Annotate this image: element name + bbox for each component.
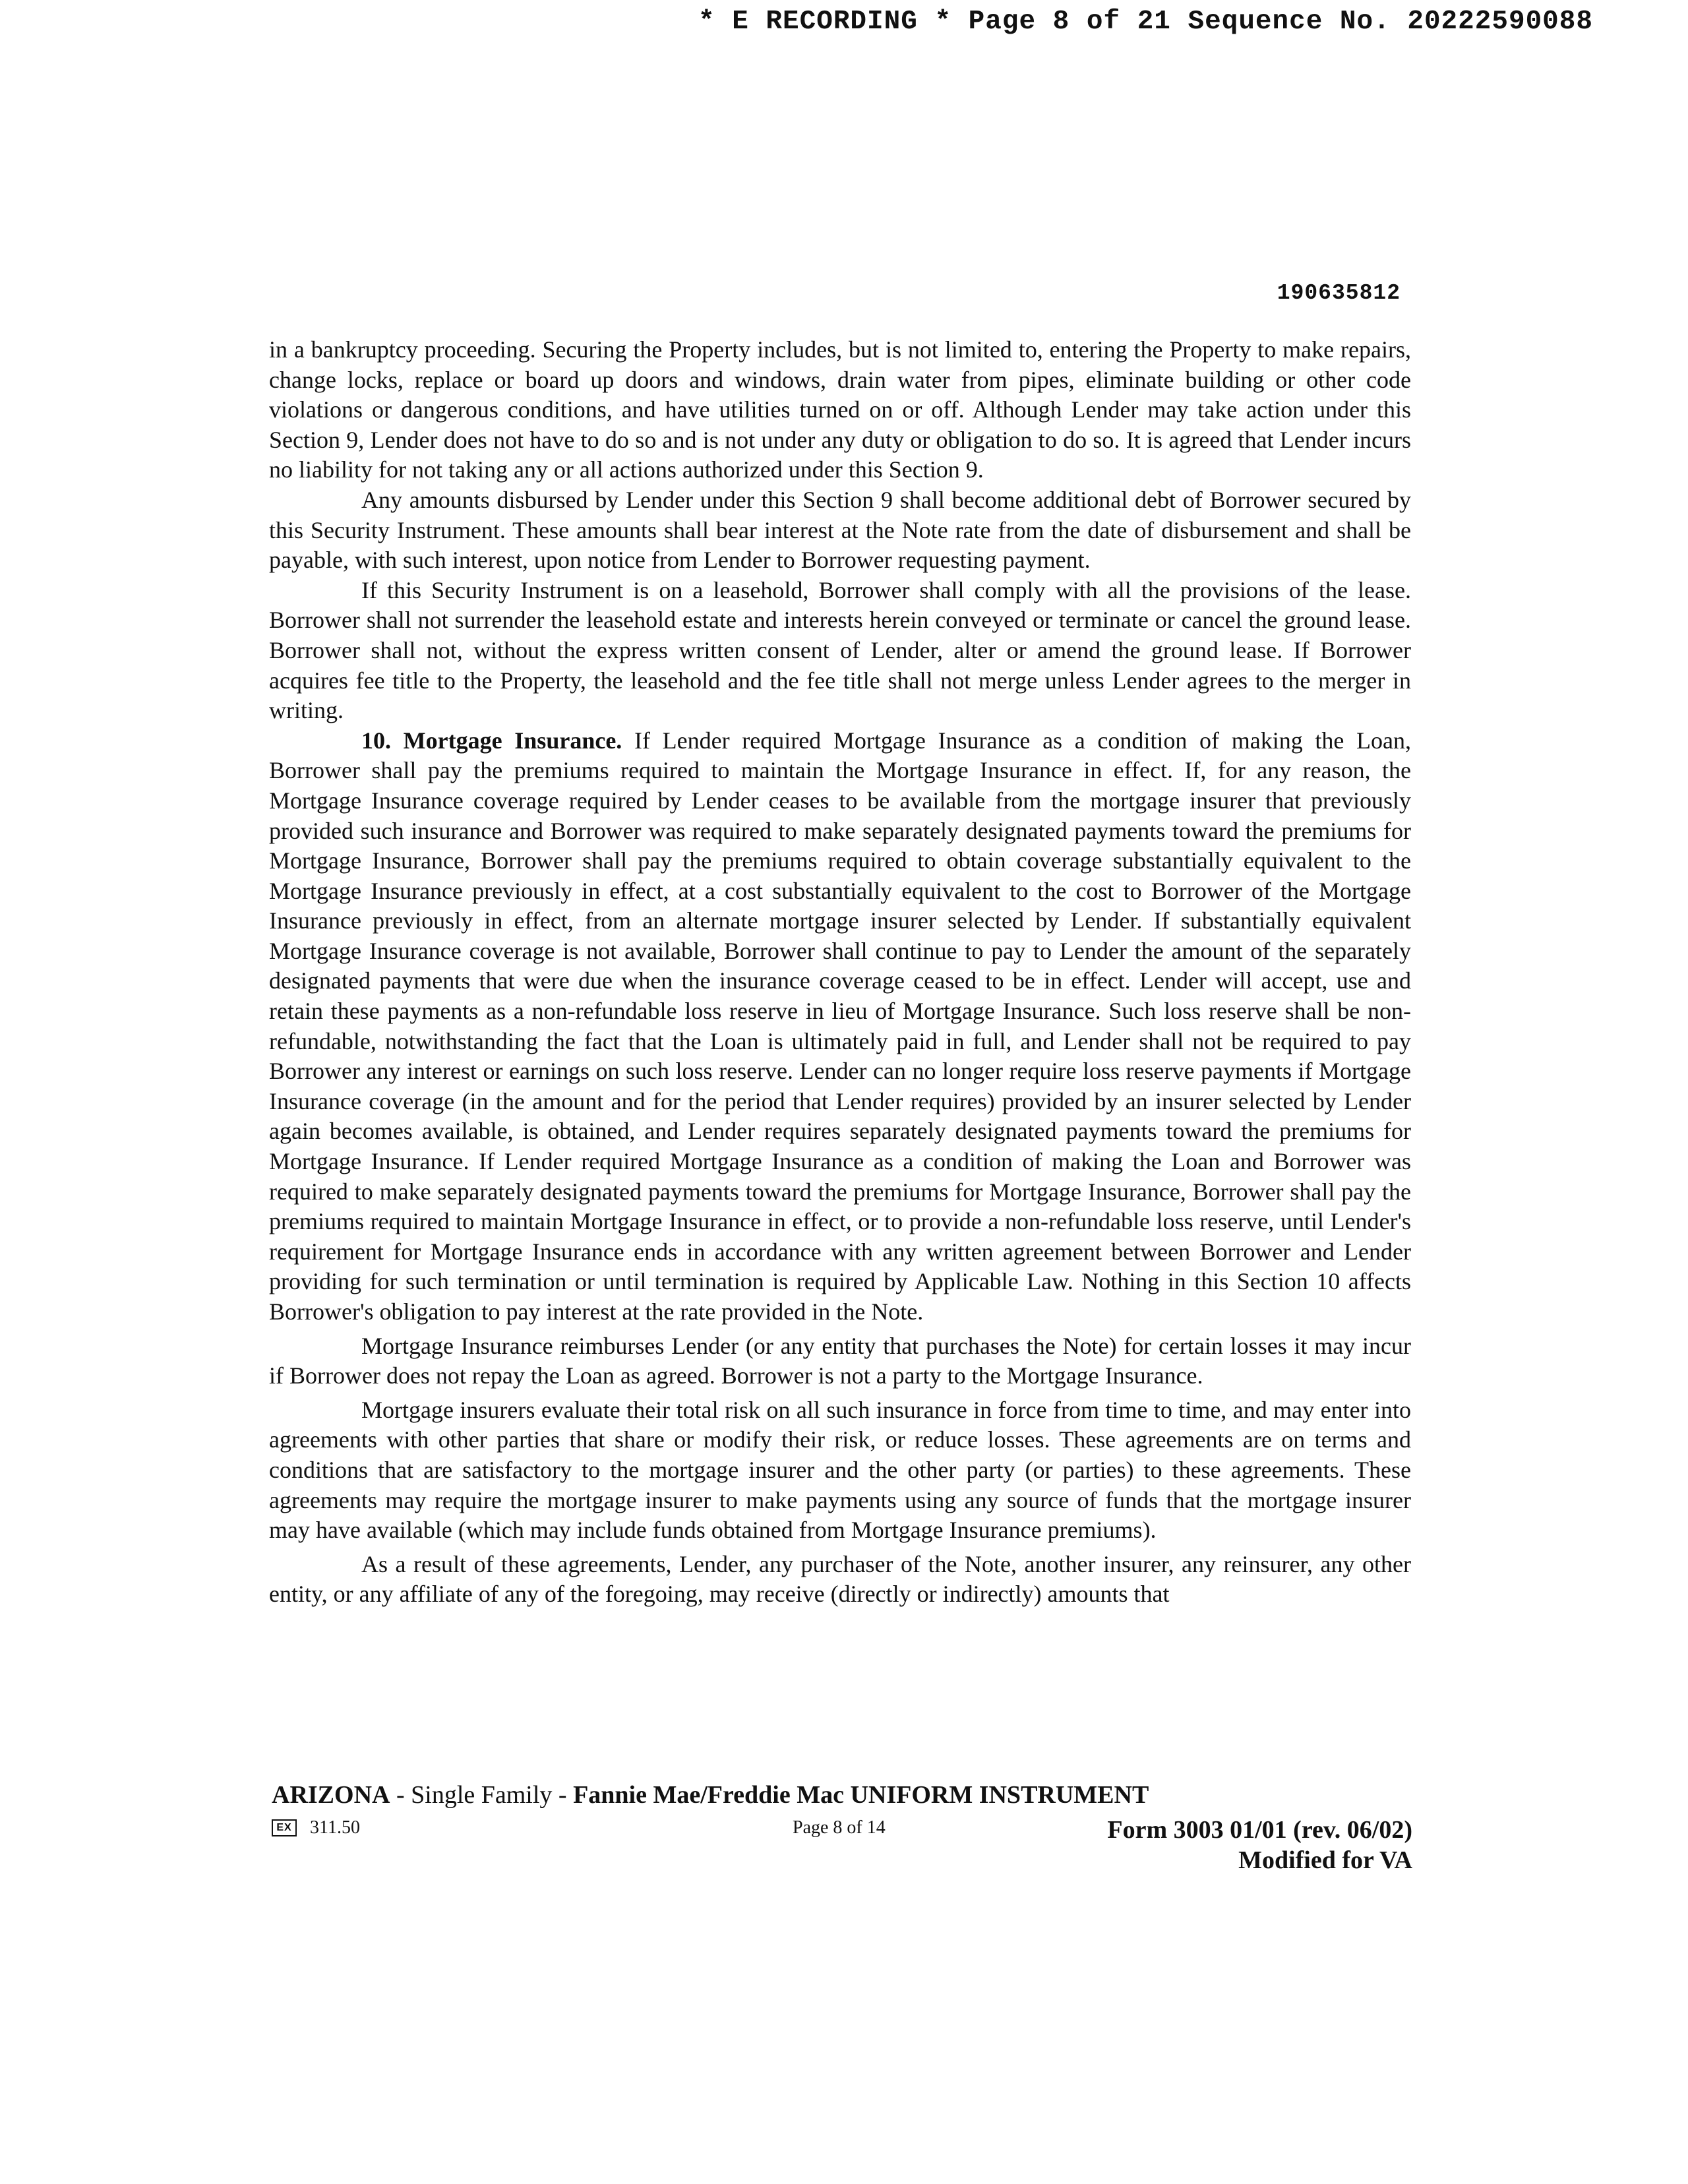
form-number: Form 3003 01/01 (rev. 06/02)	[1107, 1816, 1412, 1844]
paragraph-5: Mortgage Insurance reimburses Lender (or any entity that purchases the Note) for certain losses it may incur if Borrower does not repay the Loan as agreed. Borrower is not a party to the Mortgage Insurance.	[269, 1332, 1411, 1389]
loan-number: 190635812	[1277, 281, 1401, 305]
footer-form-info	[1107, 1815, 1412, 1875]
paragraph-section-10	[269, 726, 1411, 1327]
paragraph-6: Mortgage insurers evaluate their total risk on all such insurance in force from time to time, and may enter into agreements with other parties that share or modify their risk, or reduce losses. These agreements are on terms and conditions that are satisfactory to the mortgage insurer and the other party (or parties) to these agreements. These agreements may require the mortgage insurer to make payments using any source of funds that the mortgage insurer may have available (which may include funds obtained from Mortgage Insurance premiums).	[269, 1396, 1411, 1544]
recording-stamp: * E RECORDING * Page 8 of 21 Sequence No. 20222590088	[698, 7, 1593, 37]
paragraph-1: in a bankruptcy proceeding. Securing the Property includes, but is not limited to, entering the Property to make repairs, change locks, replace or board up doors and windows, drain water from pipes, eliminate building or other code violations or dangerous conditions, and have utilities turned on or off. Although Lender may take action under this Section 9, Lender does not have to do so and is not under any duty or obligation to do so. It is agreed that Lender incurs no liability for not taking any or all actions authorized under this Section 9.	[269, 336, 1411, 483]
footer-state: ARIZONA	[272, 1781, 390, 1809]
paragraph-3: If this Security Instrument is on a leasehold, Borrower shall comply with all the provisions of the lease. Borrower shall not surrender the leasehold estate and interests herein conveyed or terminate or cancel the ground lease. Borrower shall not, without the express written consent of Lender, alter or amend the ground lease. If Borrower acquires fee title to the Property, the leasehold and the fee title shall not merge unless Lender agrees to the merger in writing.	[269, 576, 1411, 724]
document-body	[269, 335, 1411, 1610]
document-icon: EX	[272, 1819, 297, 1836]
section-10-heading: 10. Mortgage Insurance.	[361, 727, 622, 754]
footer-page-number: Page 8 of 14	[793, 1817, 886, 1838]
footer-form-code	[272, 1817, 360, 1838]
form-code-text: 311.50	[310, 1817, 360, 1838]
page-footer	[272, 1780, 1412, 1873]
footer-uniform-instrument: Fannie Mae/Freddie Mac UNIFORM INSTRUMENT	[573, 1781, 1149, 1809]
section-10-text: If Lender required Mortgage Insurance as a condition of making the Loan, Borrower shall pay the premiums required to maintain the Mortgage Insurance in effect. If, for any reason, the Mortgage Insurance coverage required by Lender ceases to be available from the mortgage insurer that previously provided such insurance and Borrower was required to make separately designated payments toward the premiums for Mortgage Insurance, Borrower shall pay the premiums required to obtain coverage substantially equivalent to the Mortgage Insurance previously in effect, at a cost substantially equivalent to the cost to Borrower of the Mortgage Insurance previously in effect, from an alternate mortgage insurer selected by Lender. If substantially equivalent Mortgage Insurance coverage is not available, Borrower shall continue to pay to Lender the amount of the separately designated payments that were due when the insurance coverage ceased to be in effect. Lender will accept, use and retain these payments as a non-refundable loss reserve in lieu of Mortgage Insurance. Such loss reserve shall be non-refundable, notwithstanding the fact that the Loan is ultimately paid in full, and Lender shall not be required to pay Borrower any interest or earnings on such loss reserve. Lender can no longer require loss reserve payments if Mortgage Insurance coverage (in the amount and for the period that Lender requires) provided by an insurer selected by Lender again becomes available, is obtained, and Lender requires separately designated payments toward the premiums for Mortgage Insurance. If Lender required Mortgage Insurance as a condition of making the Loan and Borrower was required to make separately designated payments toward the premiums for Mortgage Insurance, Borrower shall pay the premiums required to maintain Mortgage Insurance in effect, or to provide a non-refundable loss reserve, until Lender's requirement for Mortgage Insurance ends in accordance with any written agreement between Borrower and Lender providing for such termination or until termination is required by Applicable Law. Nothing in this Section 10 affects Borrower's obligation to pay interest at the rate provided in the Note.	[269, 727, 1411, 1325]
footer-title	[272, 1780, 1149, 1809]
paragraph-7: As a result of these agreements, Lender, any purchaser of the Note, another insurer, any reinsurer, any other entity, or any affiliate of any of the foregoing, may receive (directly or indirectly) amounts that	[269, 1550, 1411, 1608]
footer-separator: - Single Family -	[390, 1781, 574, 1809]
paragraph-2: Any amounts disbursed by Lender under this Section 9 shall become additional debt of Borrower secured by this Security Instrument. These amounts shall bear interest at the Note rate from the date of disbursement and shall be payable, with such interest, upon notice from Lender to Borrower requesting payment.	[269, 486, 1411, 574]
modified-note: Modified for VA	[1238, 1846, 1412, 1874]
